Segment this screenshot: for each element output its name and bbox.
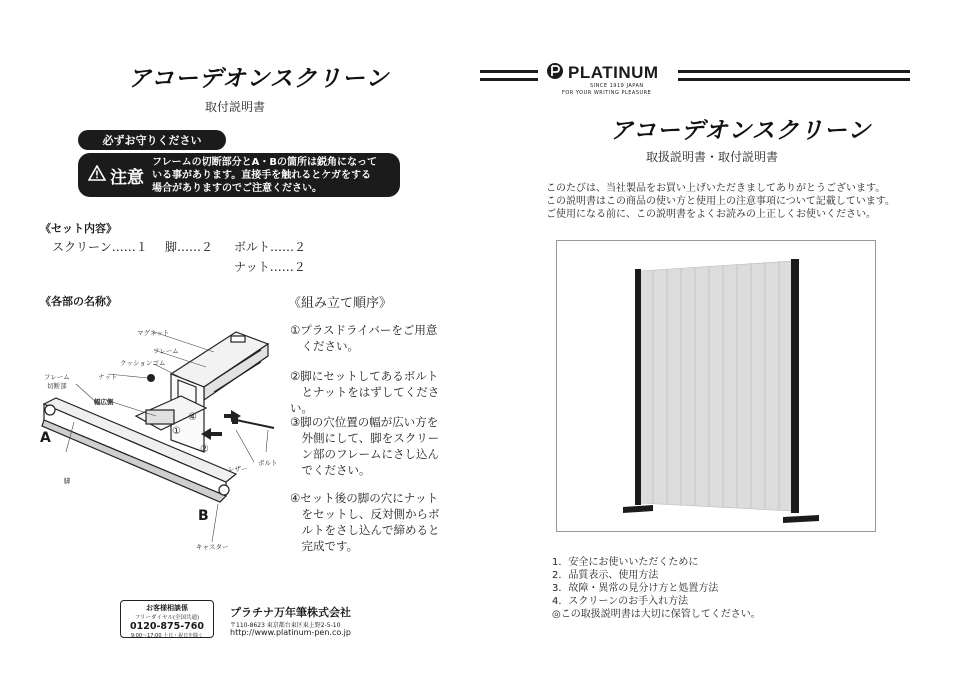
brand-since: SINCE 1919 JAPAN: [590, 83, 644, 89]
caution-box: [78, 153, 400, 197]
brand-stripe-right: [678, 70, 910, 73]
label-bolt: ボルト: [258, 459, 278, 467]
label-caster: キャスター: [196, 543, 229, 551]
intro-line: この説明書はこの商品の使い方と使用上の注意事項について記載しています。: [546, 196, 895, 207]
assembly-step-3: [290, 414, 450, 478]
step-line: ①プラスドライバーをご用意: [290, 323, 438, 337]
intro-line: ご使用になる前に、この説明書をよくお読みの上正しくお使いください。: [546, 209, 876, 220]
label-step-1: ①: [172, 426, 181, 437]
brand-stripe-left: [480, 78, 538, 81]
label-cushion: クッションゴム: [120, 359, 166, 367]
step-line: ④セット後の脚の穴にナット: [290, 491, 439, 505]
consult-box: [120, 600, 214, 638]
step-line: ③脚の穴位置の幅が広い方を: [290, 415, 439, 429]
label-frame-cut-line: フレーム: [44, 373, 70, 381]
platinum-p-icon: [546, 62, 564, 84]
intro-text: [546, 182, 895, 221]
step-line: 外側にして、脚をスクリー: [290, 431, 440, 445]
set-item-nut: ナット……２: [234, 260, 306, 274]
left-title: アコーデオンスクリーン: [128, 66, 390, 92]
caution-text: [152, 156, 377, 195]
caution-line: いる事があります。直接手を触れるとケガをする: [152, 169, 371, 181]
assembly-step-2: [290, 368, 450, 416]
label-leg: 脚: [64, 477, 71, 485]
toc-item: 2．品質表示、使用方法: [552, 570, 659, 581]
label-nut: ナット: [98, 373, 118, 381]
label-b: B: [198, 508, 209, 524]
toc-item: 4．スクリーンのお手入れ方法: [552, 596, 689, 607]
right-subtitle: 取扱説明書・取付説明書: [646, 150, 779, 164]
brand-tagline: FOR YOUR WRITING PLEASURE: [562, 90, 652, 96]
label-frame-cut: [44, 372, 70, 390]
assembly-step-4: [290, 490, 450, 554]
toc-item: 3．故障・異常の見分け方と処置方法: [552, 583, 719, 594]
caution-head: [78, 163, 152, 188]
intro-line: このたびは、当社製品をお買い上げいただきましてありがとうございます。: [546, 183, 886, 194]
toc-note: ◎この取扱説明書は大切に保管してください。: [552, 609, 761, 620]
phone-number: 0120-875-760: [130, 621, 204, 632]
left-subtitle: 取付説明書: [205, 100, 266, 114]
label-frame-cut-line: 切断部: [47, 382, 67, 390]
step-line: ください。: [290, 339, 359, 353]
brand-stripe-left: [480, 70, 538, 73]
parts-heading: 《各部の名称》: [40, 295, 117, 308]
hours: 9:00～17:00 土日・祝日を除く: [130, 633, 204, 639]
caution-label: 注意: [110, 167, 144, 188]
right-title: アコーデオンスクリーン: [610, 118, 872, 144]
label-frame: フレーム: [153, 347, 179, 355]
accordion-screen-image: [557, 241, 875, 531]
brand-name: PLATINUM: [568, 63, 659, 82]
label-lever: レザー: [228, 465, 248, 473]
company-address: 〒110-8623 東京都台東区東上野2-5-10: [230, 622, 341, 629]
step-line: とナットをはずしてください。: [290, 385, 440, 415]
company-name: プラチナ万年筆株式会社: [230, 606, 351, 619]
label-magnet: マグネット: [137, 329, 170, 337]
set-item-bolt: ボルト……２: [234, 240, 307, 254]
toc-item: 1．安全にお使いいただくために: [552, 557, 699, 568]
label-a: A: [40, 430, 51, 446]
step-line: ②脚にセットしてあるボルト: [290, 369, 439, 383]
caution-line: 場合がありますのでご注意ください。: [152, 182, 322, 194]
label-step-3: ③: [230, 414, 239, 425]
product-photo: [556, 240, 876, 532]
step-line: ルトをさし込んで締めると: [290, 523, 440, 537]
must-follow-badge: 必ずお守りください: [78, 130, 226, 150]
brand-stripe-right: [678, 78, 910, 81]
company-url[interactable]: http://www.platinum-pen.co.jp: [230, 628, 351, 637]
step-line: をセットし、反対側からボ: [290, 507, 440, 521]
set-contents-heading: 《セット内容》: [40, 222, 117, 235]
table-of-contents: [552, 556, 761, 621]
label-wide-side: 幅広側: [94, 398, 114, 406]
set-item-screen: スクリーン……１: [52, 240, 148, 254]
caution-line: フレームの切断部分とA・Bの箇所は鋭角になって: [152, 156, 377, 168]
step-line: でください。: [290, 463, 371, 477]
label-step-4: ④: [188, 412, 197, 423]
brand-logo: [546, 62, 659, 84]
set-item-leg: 脚……２: [165, 240, 214, 254]
consult-title: お客様相談係: [146, 604, 188, 612]
label-step-2: ②: [200, 444, 209, 455]
free-dial-label: フリーダイヤル(全国共通): [134, 615, 200, 621]
step-line: 完成です。: [290, 539, 359, 553]
assembly-heading: 《組み立て順序》: [288, 296, 393, 311]
assembly-step-1: [290, 322, 450, 354]
warning-icon: [88, 165, 106, 186]
step-line: ン部のフレームにさし込ん: [290, 447, 440, 461]
